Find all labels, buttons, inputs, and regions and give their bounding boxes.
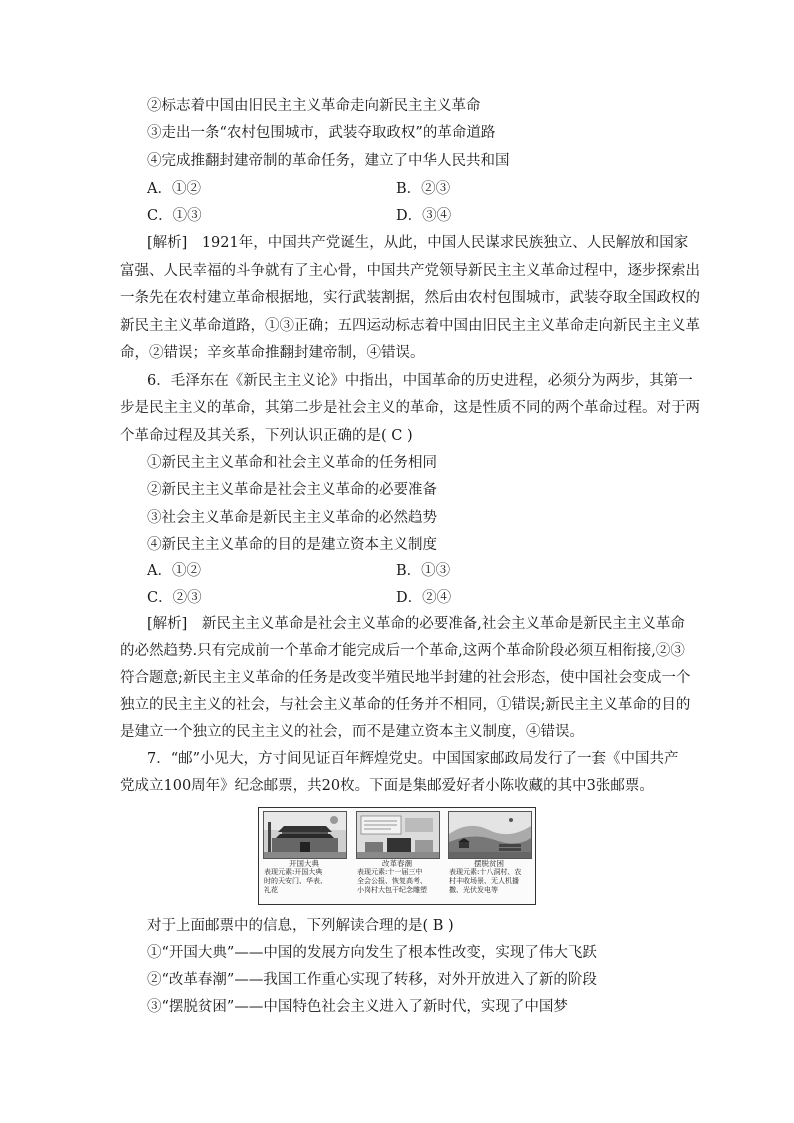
q5-option-3: ③走出一条“农村包围城市，武装夺取政权”的革命道路 xyxy=(147,125,496,141)
stamp-description-line: 村丰收场景、无人机播 xyxy=(449,877,519,885)
q6-option-4: ④新民主主义革命的目的是建立资本主义制度 xyxy=(147,537,437,553)
stamp-description-line: 小岗村大包干纪念雕塑 xyxy=(357,886,427,894)
q6-choice-d: D．②④ xyxy=(396,590,452,606)
stamp-description xyxy=(357,868,439,895)
q5-analysis-line: 富强、人民幸福的斗争就有了主心骨，中国共产党领导新民主主义革命过程中，逐步探索出 xyxy=(120,263,700,279)
q6-option-2: ②新民主主义革命是社会主义革命的必要准备 xyxy=(147,482,437,498)
q5-option-2: ②标志着中国由旧民主主义革命走向新民主主义革命 xyxy=(147,98,481,114)
q7-option-3: ③“摆脱贫困”——中国特色社会主义进入了新时代，实现了中国梦 xyxy=(147,999,568,1015)
q7-stem-line: 党成立100周年》纪念邮票，共20枚。下面是集邮爱好者小陈收藏的其中3张邮票。 xyxy=(120,778,654,794)
stamp-description-line: 表现元素:开国大典 xyxy=(264,868,323,876)
stamp-description xyxy=(449,868,531,895)
stamps-figure xyxy=(258,807,536,905)
q6-analysis-line: [解析] 新民主主义革命是社会主义革命的必要准备,社会主义革命是新民主主义革命 xyxy=(147,616,685,632)
stamp-description-line: 撒、光伏发电等 xyxy=(449,886,498,894)
stamp-title: 摆脱贫困 xyxy=(474,859,504,868)
stamp-description-line: 时的天安门、华表、 xyxy=(264,877,327,885)
stamp-card xyxy=(354,811,440,901)
q6-choice-c: C．②③ xyxy=(147,590,202,606)
stamp-description-line: 礼花 xyxy=(264,886,278,894)
q6-stem-line: 个革命过程及其关系，下列认识正确的是( C ) xyxy=(120,428,413,444)
q7-option-2: ②“改革春潮”——我国工作重心实现了转移，对外开放进入了新的阶段 xyxy=(147,972,597,988)
stamp-title: 开国大典 xyxy=(289,859,319,868)
q5-analysis-line: [解析] 1921年，中国共产党诞生，从此，中国人民谋求民族独立、人民解放和国家 xyxy=(147,235,689,251)
q6-choice-b: B．①③ xyxy=(396,563,451,579)
q6-stem-line: 步是民主主义的革命，其第二步是社会主义的革命，这是性质不同的两个革命过程。对于两 xyxy=(120,400,700,416)
q5-choice-c: C．①③ xyxy=(147,208,202,224)
q5-choice-b: B．②③ xyxy=(396,181,451,197)
stamp-description-line: 表现元素:十一届三中 xyxy=(357,868,423,876)
q6-option-3: ③社会主义革命是新民主主义革命的必然趋势 xyxy=(147,510,437,526)
stamp-description xyxy=(264,868,346,895)
q6-choice-a: A．①② xyxy=(147,563,201,579)
q6-stem-line: 6．毛泽东在《新民主主义论》中指出，中国革命的历史进程，必须分为两步，其第一 xyxy=(147,373,693,389)
q7-option-1: ①“开国大典”——中国的发展方向发生了根本性改变，实现了伟大飞跃 xyxy=(147,945,597,961)
q7-stem-line: 7．“邮”小见大，方寸间见证百年辉煌党史。中国国家邮政局发行了一套《中国共产 xyxy=(147,751,679,767)
q5-analysis-line: 一条先在农村建立革命根据地，实行武装割据，然后由农村包围城市，武装夺取全国政权的 xyxy=(120,290,700,306)
q5-option-4: ④完成推翻封建帝制的革命任务，建立了中华人民共和国 xyxy=(147,153,510,169)
q6-analysis-line: 符合题意;新民主主义革命的任务是改变半殖民地半封建的社会形态，使中国社会变成一个 xyxy=(120,670,691,686)
q6-option-1: ①新民主主义革命和社会主义革命的任务相同 xyxy=(147,455,437,471)
stamp-image-reform xyxy=(356,811,440,859)
q6-analysis-line: 的必然趋势.只有完成前一个革命才能完成后一个革命,这两个革命阶段必须互相衔接,②③ xyxy=(120,643,685,659)
stamp-title: 改革春潮 xyxy=(382,859,412,868)
q5-choice-d: D．③④ xyxy=(396,208,452,224)
q5-choice-a: A．①② xyxy=(147,181,201,197)
stamp-image-poverty-alleviation xyxy=(448,811,532,859)
q5-analysis-line: 命，②错误；辛亥革命推翻封建帝制，④错误。 xyxy=(120,345,425,361)
q6-analysis-line: 独立的民主主义的社会，与社会主义革命的任务并不相同，①错误;新民主主义革命的目的 xyxy=(120,697,691,713)
q5-analysis-line: 新民主主义革命道路，①③正确；五四运动标志着中国由旧民主主义革命走向新民主主义革 xyxy=(120,318,700,334)
stamp-description-line: 表现元素:十八洞村、农 xyxy=(449,868,522,876)
q6-analysis-line: 是建立一个独立的民主主义的社会，而不是建立资本主义制度，④错误。 xyxy=(120,724,584,740)
stamp-card xyxy=(446,811,532,901)
stamp-description-line: 全会公报、恢复高考、 xyxy=(357,877,427,885)
stamp-image-tiananmen xyxy=(263,811,347,859)
stamp-card xyxy=(261,811,347,901)
q7-question: 对于上面邮票中的信息，下列解读合理的是( B ) xyxy=(147,918,454,934)
